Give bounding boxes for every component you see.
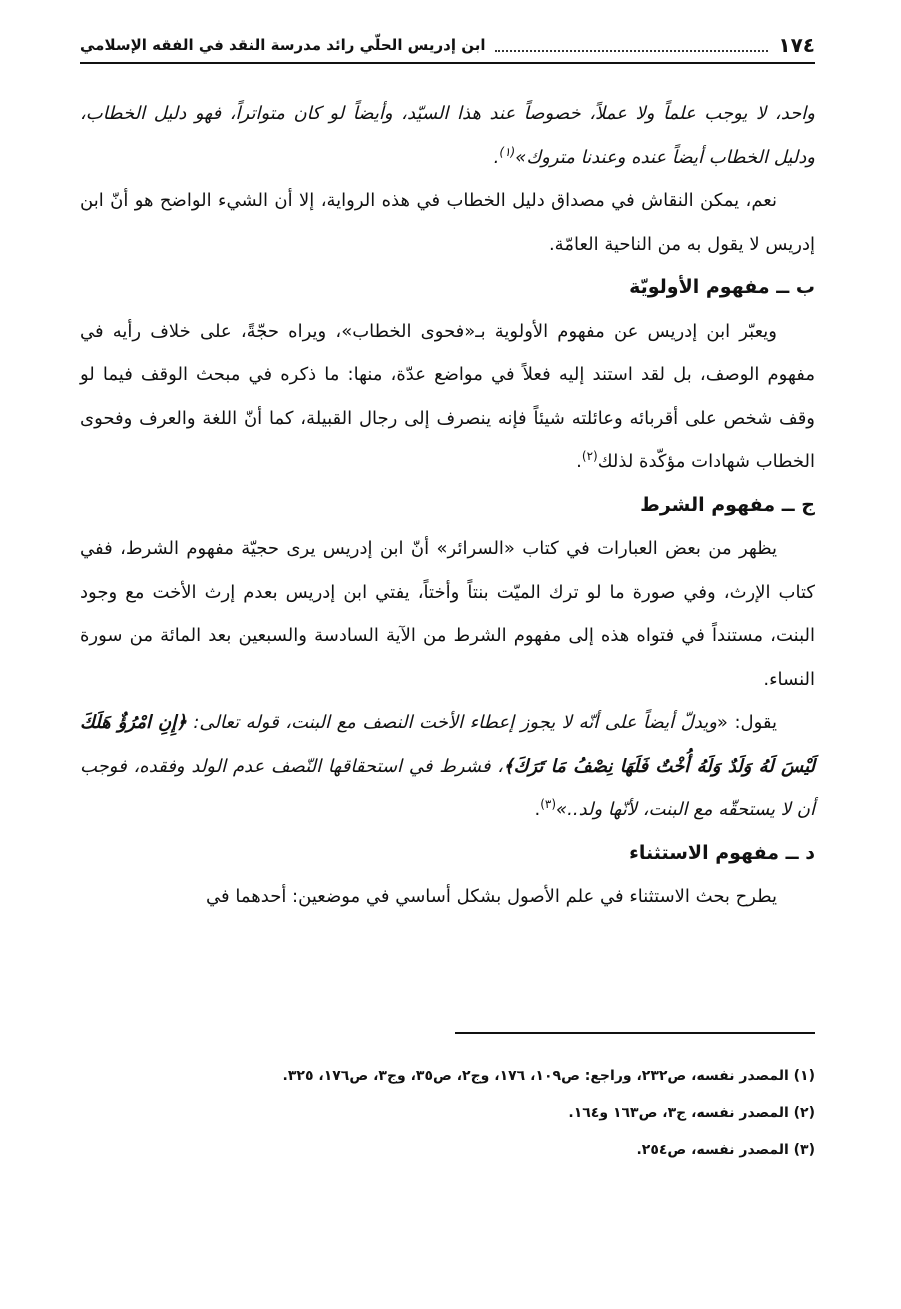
- paragraph-3: [80, 310, 815, 484]
- page-header: [80, 28, 815, 64]
- paragraph-3-text: ويعبّر ابن إدريس عن مفهوم الأولوية بـ«فحوى الخطاب»، ويراه حجّةً، على خلاف رأيه في مفهوم الوصف، بل لقد استند إليه فعلاً في مواضع عدّة، منها: ما ذكره في مبحث الوقف فيما لو وقف شخص على أقربائه وعائلته شيئاً فإنه ينصرف إلى رجال القبيلة، كما أنّ اللغة والعرف وفحوى الخطاب شهادات مؤكّدة لذلك: [80, 320, 815, 472]
- section-heading-d: د ــ مفهوم الاستثناء: [629, 841, 815, 864]
- paragraph-4: يظهر من بعض العبارات في كتاب «السرائر» أنّ ابن إدريس يرى حجيّة مفهوم الشرط، ففي كتاب الإرث، وفي صورة ما لو ترك الميّت بنتاً وأختاً، يفتي ابن إدريس بعدم إرث الأخت مع وجود البنت، مستنداً في فتواه هذه إلى مفهوم الشرط من الآية السادسة والسبعين بعد المائة من سورة النساء.: [80, 538, 815, 690]
- quote-text-2b: ، فشرط في استحقاقها النّصف عدم الولد وفقده، فوجب أن لا يستحقّه مع البنت، لأنّها ولد..»: [80, 755, 815, 820]
- running-title: ابن إدريس الحلّي رائد مدرسة النقد في الفقه الإسلامي: [80, 36, 486, 54]
- footnote-ref-3: (٣): [540, 797, 557, 811]
- quote-paragraph-1: [80, 92, 815, 179]
- footnotes: [80, 1058, 815, 1169]
- main-text: [80, 92, 815, 919]
- footnote-ref-1: (١): [499, 144, 516, 159]
- footnote-2: (٢) المصدر نفسه، ج٣، ص١٦٣ و١٦٤.: [568, 1105, 815, 1121]
- section-heading-b: ب ــ مفهوم الأولويّة: [629, 276, 815, 298]
- sentence-end-3: .: [534, 799, 541, 820]
- paragraph-2: نعم، يمكن النقاش في مصداق دليل الخطاب في هذه الرواية، إلا أن الشيء الواضح هو أنّ ابن إدريس لا يقول به من الناحية العامّة.: [80, 190, 815, 255]
- quote-intro: يقول: «: [716, 712, 778, 733]
- header-dotted-leader: [495, 38, 768, 52]
- footnote-1: (١) المصدر نفسه، ص٢٣٢، وراجع: ص١٠٩، ١٧٦، وج٢، ص٣٥، وج٣، ص١٧٦، ٣٢٥.: [282, 1068, 815, 1084]
- sentence-end-2: .: [576, 451, 582, 472]
- section-heading-c: ج ــ مفهوم الشرط: [640, 493, 815, 516]
- quote-text-1: واحد، لا يوجب علماً ولا عملاً، خصوصاً عند هذا السيّد، وأيضاً لو كان متواتراً، فهو دليل الخطاب، ودليل الخطاب أيضاً عنده وعندنا متروك»: [80, 103, 815, 168]
- quote-text-2a: ويدلّ أيضاً على أنّه لا يجوز إعطاء الأخت النصف مع البنت، قوله تعالى:: [186, 712, 717, 733]
- paragraph-5: [80, 701, 815, 832]
- paragraph-6: يطرح بحث الاستثناء في علم الأصول بشكل أساسي في موضعين: أحدهما في: [206, 886, 777, 907]
- footnote-separator: [455, 1032, 815, 1034]
- page-number: ١٧٤: [778, 33, 815, 57]
- quranic-verse: ﴿إِنِ امْرُؤٌ هَلَكَ لَيْسَ لَهُ وَلَدٌ وَلَهُ أُخْتٌ فَلَهَا نِصْفُ مَا تَرَكَ﴾: [80, 712, 816, 777]
- sentence-end-1: .: [493, 146, 500, 168]
- footnote-3: (٣) المصدر نفسه، ص٢٥٤.: [636, 1142, 815, 1158]
- footnote-ref-2: (٢): [581, 449, 598, 463]
